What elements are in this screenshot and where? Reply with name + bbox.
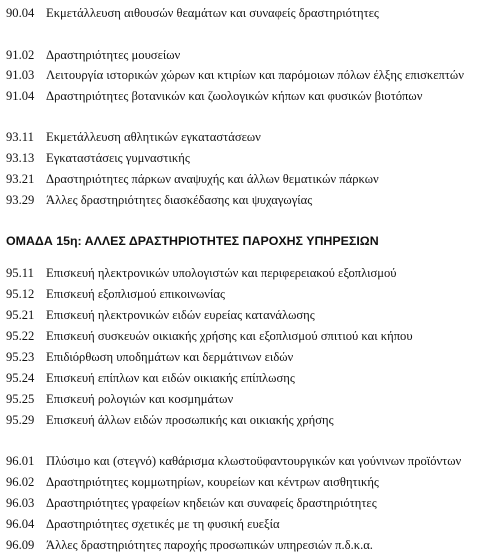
activity-code: 95.24 [6, 371, 35, 385]
activity-code: 95.12 [6, 287, 35, 301]
activity-code: 96.02 [6, 475, 35, 489]
activity-description: Δραστηριότητες μουσείων [46, 48, 181, 62]
activity-description: Εκμετάλλευση αθλητικών εγκαταστάσεων [46, 130, 261, 144]
activity-code: 96.03 [6, 496, 35, 510]
activity-description: Εκμετάλλευση αιθουσών θεαμάτων και συναφείς δραστηριότητες [46, 6, 379, 20]
activity-description: Άλλες δραστηριότητες παροχής προσωπικών υπηρεσιών π.δ.κ.α. [46, 538, 373, 552]
activity-code: 90.04 [6, 6, 35, 20]
activity-description: Δραστηριότητες βοτανικών και ζωολογικών κήπων και φυσικών βιοτόπων [46, 89, 423, 103]
list-item [0, 392, 233, 407]
activity-code: 95.25 [6, 392, 35, 406]
list-item [0, 350, 293, 365]
activity-code: 91.03 [6, 68, 35, 82]
activity-description: Δραστηριότητες γραφείων κηδειών και συναφείς δραστηριότητες [46, 496, 377, 510]
activity-code: 96.09 [6, 538, 35, 552]
activity-description: Επισκευή ρολογιών και κοσμημάτων [46, 392, 234, 406]
list-item [0, 496, 377, 511]
activity-code: 93.13 [6, 151, 35, 165]
list-item [0, 517, 280, 532]
list-item [0, 48, 180, 63]
activity-code: 93.11 [6, 130, 34, 144]
activity-code: 91.04 [6, 89, 35, 103]
list-item [0, 130, 261, 145]
activity-code: 95.23 [6, 350, 35, 364]
activity-code: 95.22 [6, 329, 35, 343]
list-item [0, 413, 334, 428]
activity-description: Επισκευή επίπλων και ειδών οικιακής επίπλωσης [46, 371, 295, 385]
list-item [0, 287, 225, 302]
list-item [0, 151, 190, 166]
activity-code: 95.11 [6, 266, 34, 280]
list-item [0, 193, 312, 208]
activity-description: Επισκευή ηλεκτρονικών ειδών ευρείας κατανάλωσης [46, 308, 315, 322]
activity-code: 93.21 [6, 172, 35, 186]
activity-description: Άλλες δραστηριότητες διασκέδασης και ψυχαγωγίας [46, 193, 313, 207]
activity-description: Λειτουργία ιστορικών χώρων και κτιρίων και παρόμοιων πόλων έλξης επισκεπτών [46, 68, 464, 82]
list-item [0, 329, 413, 344]
activity-description: Επισκευή συσκευών οικιακής χρήσης και εξοπλισμού σπιτιού και κήπου [46, 329, 413, 343]
activity-code: 91.02 [6, 48, 35, 62]
activity-description: Πλύσιμο και (στεγνό) καθάρισμα κλωστοϋφαντουργικών και γούνινων προϊόντων [46, 454, 462, 468]
list-item [0, 475, 379, 490]
list-item [0, 454, 461, 469]
activity-description: Δραστηριότητες κομμωτηρίων, κουρείων και κέντρων αισθητικής [46, 475, 379, 489]
activity-code: 93.29 [6, 193, 35, 207]
activity-code: 96.01 [6, 454, 35, 468]
activity-description: Επισκευή άλλων ειδών προσωπικής και οικιακής χρήσης [46, 413, 334, 427]
activity-description: Επιδιόρθωση υποδημάτων και δερμάτινων ειδών [46, 350, 294, 364]
list-item [0, 89, 422, 104]
list-item [0, 266, 397, 281]
activity-code: 95.21 [6, 308, 35, 322]
list-item [0, 172, 379, 187]
list-item [0, 371, 295, 386]
list-item [0, 68, 464, 83]
activity-description: Δραστηριότητες σχετικές με τη φυσική ευεξία [46, 517, 280, 531]
list-item [0, 538, 373, 553]
list-item [0, 308, 315, 323]
list-item [0, 6, 379, 21]
activity-description: Επισκευή εξοπλισμού επικοινωνίας [46, 287, 225, 301]
activity-description: Εγκαταστάσεις γυμναστικής [46, 151, 190, 165]
section-heading: ΟΜΑΔΑ 15η: ΑΛΛΕΣ ΔΡΑΣΤΗΡΙΟΤΗΤΕΣ ΠΑΡΟΧΗΣ ΥΠΗΡΕΣΙΩΝ [6, 234, 379, 248]
activity-code: 96.04 [6, 517, 35, 531]
activity-description: Δραστηριότητες πάρκων αναψυχής και άλλων θεματικών πάρκων [46, 172, 379, 186]
activity-description: Επισκευή ηλεκτρονικών υπολογιστών και περιφερειακού εξοπλισμού [46, 266, 397, 280]
activity-code: 95.29 [6, 413, 35, 427]
